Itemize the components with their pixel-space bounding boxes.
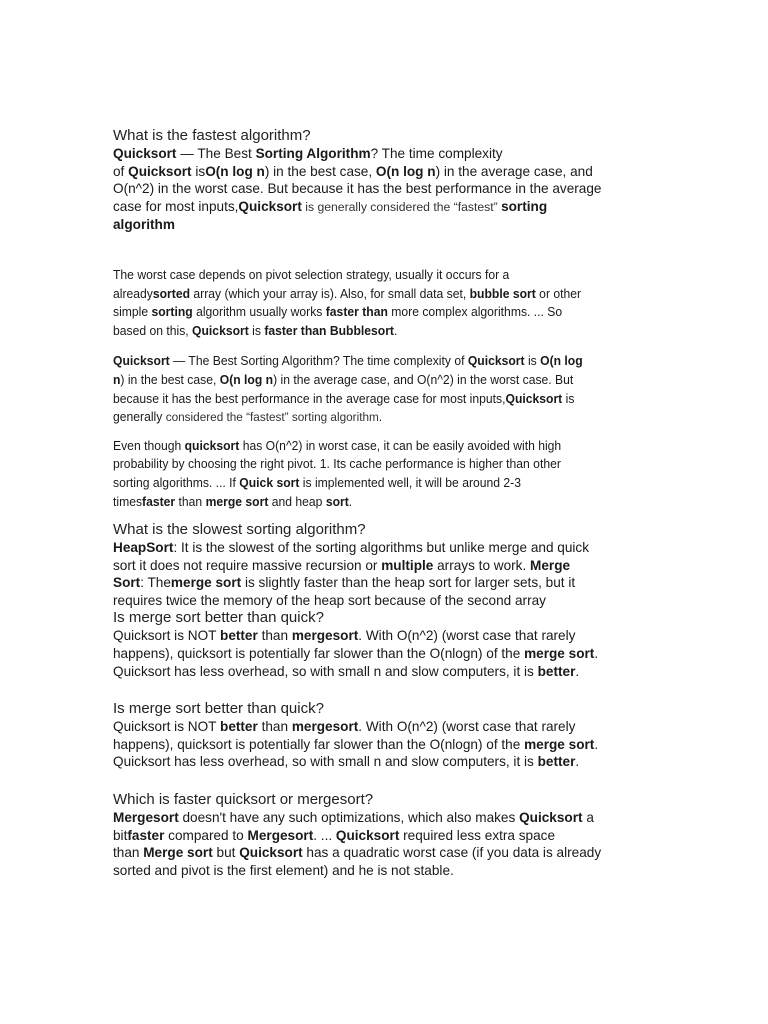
bold-text-run: quicksort (184, 438, 240, 453)
text-run: of (113, 163, 129, 179)
bold-text-run: merge sort (205, 494, 269, 509)
text-run: because it has the best performance in the average case for most inputs, (113, 391, 506, 406)
text-run: required less extra space (399, 827, 556, 843)
bold-text-run: better (537, 754, 576, 770)
bold-text-run: better (537, 663, 576, 679)
text-run: Quicksort is NOT (113, 719, 221, 735)
text-run: . (378, 410, 383, 425)
text-run: more complex algorithms. ... So (387, 305, 563, 320)
text-run: bit (113, 827, 128, 843)
bold-text-run: mergesort (291, 628, 359, 644)
bold-text-run: Quicksort (239, 845, 303, 861)
bold-text-run: sorted (152, 286, 191, 301)
text-run: . (348, 494, 353, 509)
text-run: The worst case depends on pivot selection strategy, usually it occurs for a (113, 267, 510, 282)
bold-text-run: faster than (325, 305, 388, 320)
text-run: but (212, 845, 240, 861)
text-run: . (594, 736, 599, 752)
bold-text-run: merge sort (524, 646, 595, 662)
text-run: has O(n^2) in worst case, it can be easily avoided with high (239, 438, 562, 453)
text-run: O(n^2) in the worst case. But because it has the best performance in the average (113, 181, 602, 197)
text-run: array (which your array is). Also, for small data set, (190, 286, 470, 301)
text-run: based on this, (113, 323, 193, 338)
text-run: sort it does not require massive recursion or (113, 557, 382, 573)
text-run: sorting algorithms. ... If (113, 475, 240, 490)
text-run: than (257, 628, 292, 644)
text-run: ? The time complexity (370, 146, 503, 161)
paragraph-faster-quick-or-merge (113, 809, 658, 879)
text-run: than (113, 845, 144, 861)
bold-text-run: Quicksort (113, 146, 177, 161)
text-run: . With O(n^2) (worst case that rarely (358, 628, 576, 644)
bold-text-run: bubble sort (469, 286, 536, 301)
text-run: is (248, 323, 265, 338)
bold-text-run: sort (325, 494, 349, 509)
bold-text-run: merge sort (170, 575, 242, 591)
bold-text-run: merge sort (524, 736, 595, 752)
text-run: algorithm usually works (192, 305, 326, 320)
paragraph-worst-case-pivot (113, 266, 658, 340)
bold-text-run: Quicksort (113, 354, 170, 369)
bold-text-run: Merge (530, 557, 571, 573)
text-run: than (257, 719, 292, 735)
text-run: : It is the slowest of the sorting algorithms but unlike merge and quick (173, 540, 590, 556)
heading-merge-vs-quick-1: Is merge sort better than quick? (113, 609, 324, 627)
text-run: . (594, 646, 599, 662)
text-run: or other (535, 286, 582, 301)
heading-slowest-algorithm: What is the slowest sorting algorithm? (113, 521, 366, 539)
bold-text-run: Quicksort (519, 810, 583, 826)
bold-text-run: sorting (151, 305, 193, 320)
document-page (113, 127, 658, 879)
text-run: Quicksort is NOT (113, 628, 221, 644)
bold-text-run: faster (127, 827, 165, 843)
text-run: requires twice the memory of the heap sort because of the second array (113, 592, 546, 608)
text-run: case for most inputs, (113, 198, 239, 214)
text-run: considered the “fastest” sorting algorithm (165, 410, 379, 425)
bold-text-run: sorting (501, 198, 548, 214)
text-run: happens), quicksort is potentially far slower than the O(nlogn) of the (113, 736, 525, 752)
text-run: — The Best Sorting Algorithm? The time complexity of (169, 354, 468, 369)
text-run: is (191, 163, 206, 179)
bold-text-run: Quicksort (128, 163, 192, 179)
bold-text-run: better (220, 628, 258, 644)
text-run: ) in the best case, (264, 163, 376, 179)
text-run: Quicksort has less overhead, so with small n and slow computers, it is (113, 754, 538, 770)
text-run: generally (113, 410, 166, 425)
text-run: times (113, 494, 143, 509)
bold-text-run: Quicksort (192, 323, 249, 338)
text-run: is (562, 391, 575, 406)
bold-text-run: faster (142, 494, 176, 509)
text-run: is implemented well, it will be around 2-3 (299, 475, 521, 490)
text-run: happens), quicksort is potentially far slower than the O(nlogn) of the (113, 646, 525, 662)
text-run: arrays to work. (433, 557, 531, 573)
bold-text-run: Quicksort (238, 198, 302, 214)
bold-text-run: mergesort (291, 719, 359, 735)
text-run: : The (140, 575, 171, 591)
text-run: ) in the average case, and (435, 163, 593, 179)
text-run: than (175, 494, 206, 509)
bold-text-run: Merge sort (143, 845, 213, 861)
bold-text-run: Quicksort (335, 827, 400, 843)
bold-text-run: n (113, 372, 121, 387)
text-run: . (575, 663, 580, 679)
text-run: probability by choosing the right pivot. 1. Its cache performance is higher than other (113, 457, 561, 472)
bold-text-run: O(n log n (375, 163, 436, 179)
bold-text-run: O(n log n (205, 163, 265, 179)
bold-text-run: Quicksort (505, 391, 563, 406)
heading-faster-quick-or-merge: Which is faster quicksort or mergesort? (113, 791, 374, 809)
text-run: sorted and pivot is the first element) and he is not stable. (113, 862, 454, 878)
bold-text-run: better (220, 719, 258, 735)
paragraph-merge-vs-quick-1 (113, 627, 658, 680)
bold-text-run: Sort (113, 575, 141, 591)
text-run: doesn't have any such optimizations, which also makes (178, 810, 520, 826)
bold-text-run: O(n log (540, 354, 583, 369)
paragraph-quicksort-cache (113, 437, 658, 511)
bold-text-run: O(n log n (219, 372, 274, 387)
text-run: and heap (268, 494, 326, 509)
text-run: compared to (164, 827, 248, 843)
text-run: ) in the average case, and O(n^2) in the worst case. But (273, 372, 574, 387)
paragraph-merge-vs-quick-2 (113, 718, 658, 771)
text-run: ) in the best case, (120, 372, 220, 387)
paragraph-quicksort-best (113, 145, 658, 234)
heading-merge-vs-quick-2: Is merge sort better than quick? (113, 700, 324, 718)
text-run: is generally considered the “fastest” (301, 199, 502, 214)
bold-text-run: HeapSort (113, 540, 174, 556)
bold-text-run: Mergesort (113, 810, 179, 826)
text-run: already (113, 286, 153, 301)
bold-text-run: faster than Bubblesort (264, 323, 394, 338)
bold-text-run: multiple (381, 557, 434, 573)
text-run: — The Best (176, 146, 256, 161)
text-run: is (524, 354, 541, 369)
text-run: . (393, 323, 398, 338)
bold-text-run: Mergesort (247, 827, 314, 843)
bold-text-run: Quicksort (467, 354, 525, 369)
heading-fastest-algorithm: What is the fastest algorithm? (113, 127, 311, 144)
text-run: simple (113, 305, 152, 320)
text-run: has a quadratic worst case (if you data is already (302, 845, 602, 861)
paragraph-heapsort (113, 539, 658, 609)
text-run: . With O(n^2) (worst case that rarely (358, 719, 576, 735)
text-run: . (575, 754, 580, 770)
text-run: Quicksort has less overhead, so with small n and slow computers, it is (113, 663, 538, 679)
bold-text-run: Sorting Algorithm (255, 146, 371, 161)
bold-text-run: algorithm (113, 217, 175, 233)
text-run: Even though (113, 438, 185, 453)
paragraph-quicksort-complexity (113, 352, 658, 426)
text-run: is slightly faster than the heap sort for larger sets, but it (241, 575, 576, 591)
text-run: a (582, 810, 594, 826)
text-run: . ... (313, 827, 336, 843)
bold-text-run: Quick sort (239, 475, 300, 490)
